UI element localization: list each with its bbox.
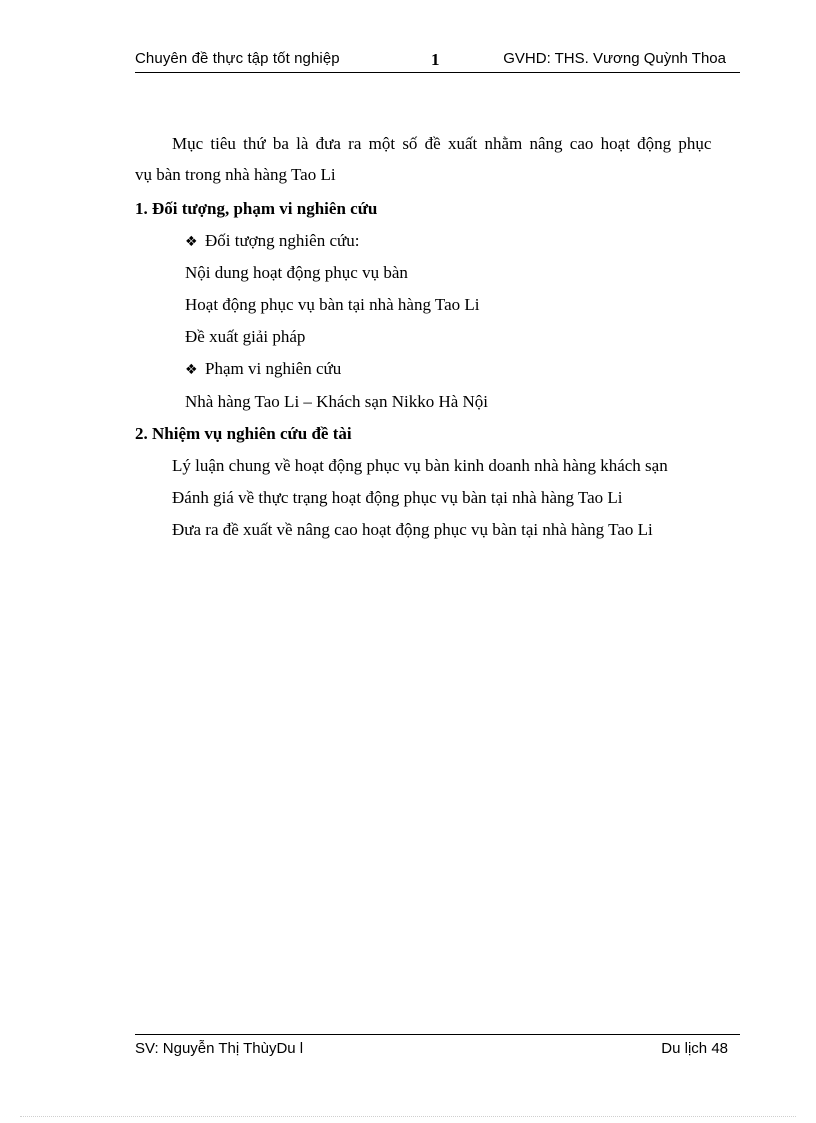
section-1-heading: 1. Đối tượng, phạm vi nghiên cứu	[135, 199, 378, 218]
page-edge-divider	[20, 1116, 796, 1117]
bullet-scope-label: Phạm vi nghiên cứu	[205, 359, 342, 378]
section-2-heading: 2. Nhiệm vụ nghiên cứu đề tài	[135, 424, 352, 443]
list-item: Nhà hàng Tao Li – Khách sạn Nikko Hà Nội	[185, 392, 489, 411]
advisor-name: GVHD: THS. Vương Quỳnh Thoa	[503, 50, 726, 67]
footer-divider	[135, 1034, 740, 1035]
bullet-subject-label: Đối tượng nghiên cứu:	[205, 231, 360, 250]
list-item: Đánh giá về thực trạng hoạt động phục vụ bàn tại nhà hàng Tao Li	[172, 488, 623, 507]
page-number: 1	[431, 50, 440, 69]
list-item: Lý luận chung về hoạt động phục vụ bàn kinh doanh nhà hàng khách sạn	[172, 456, 668, 475]
diamond-bullet-icon: ❖	[185, 362, 198, 378]
diamond-bullet-icon: ❖	[185, 234, 198, 250]
intro-paragraph-line1: Mục tiêu thứ ba là đưa ra một số đề xuất nhằm nâng cao hoạt động phục	[172, 134, 712, 153]
list-item: Đề xuất giải pháp	[185, 327, 306, 346]
intro-paragraph-line2: vụ bàn trong nhà hàng Tao Li	[135, 165, 336, 184]
list-item: Hoạt động phục vụ bàn tại nhà hàng Tao Li	[185, 295, 480, 314]
list-item: Nội dung hoạt động phục vụ bàn	[185, 263, 408, 282]
student-name: SV: Nguyễn Thị ThùyDu l	[135, 1040, 304, 1057]
bullet-scope	[185, 359, 341, 380]
page-header	[135, 48, 740, 73]
class-name: Du lịch 48	[661, 1040, 728, 1057]
document-title: Chuyên đề thực tập tốt nghiệp	[135, 50, 340, 67]
list-item: Đưa ra đề xuất về nâng cao hoạt động phục vụ bàn tại nhà hàng Tao Li	[172, 520, 653, 539]
bullet-subject	[185, 231, 359, 252]
